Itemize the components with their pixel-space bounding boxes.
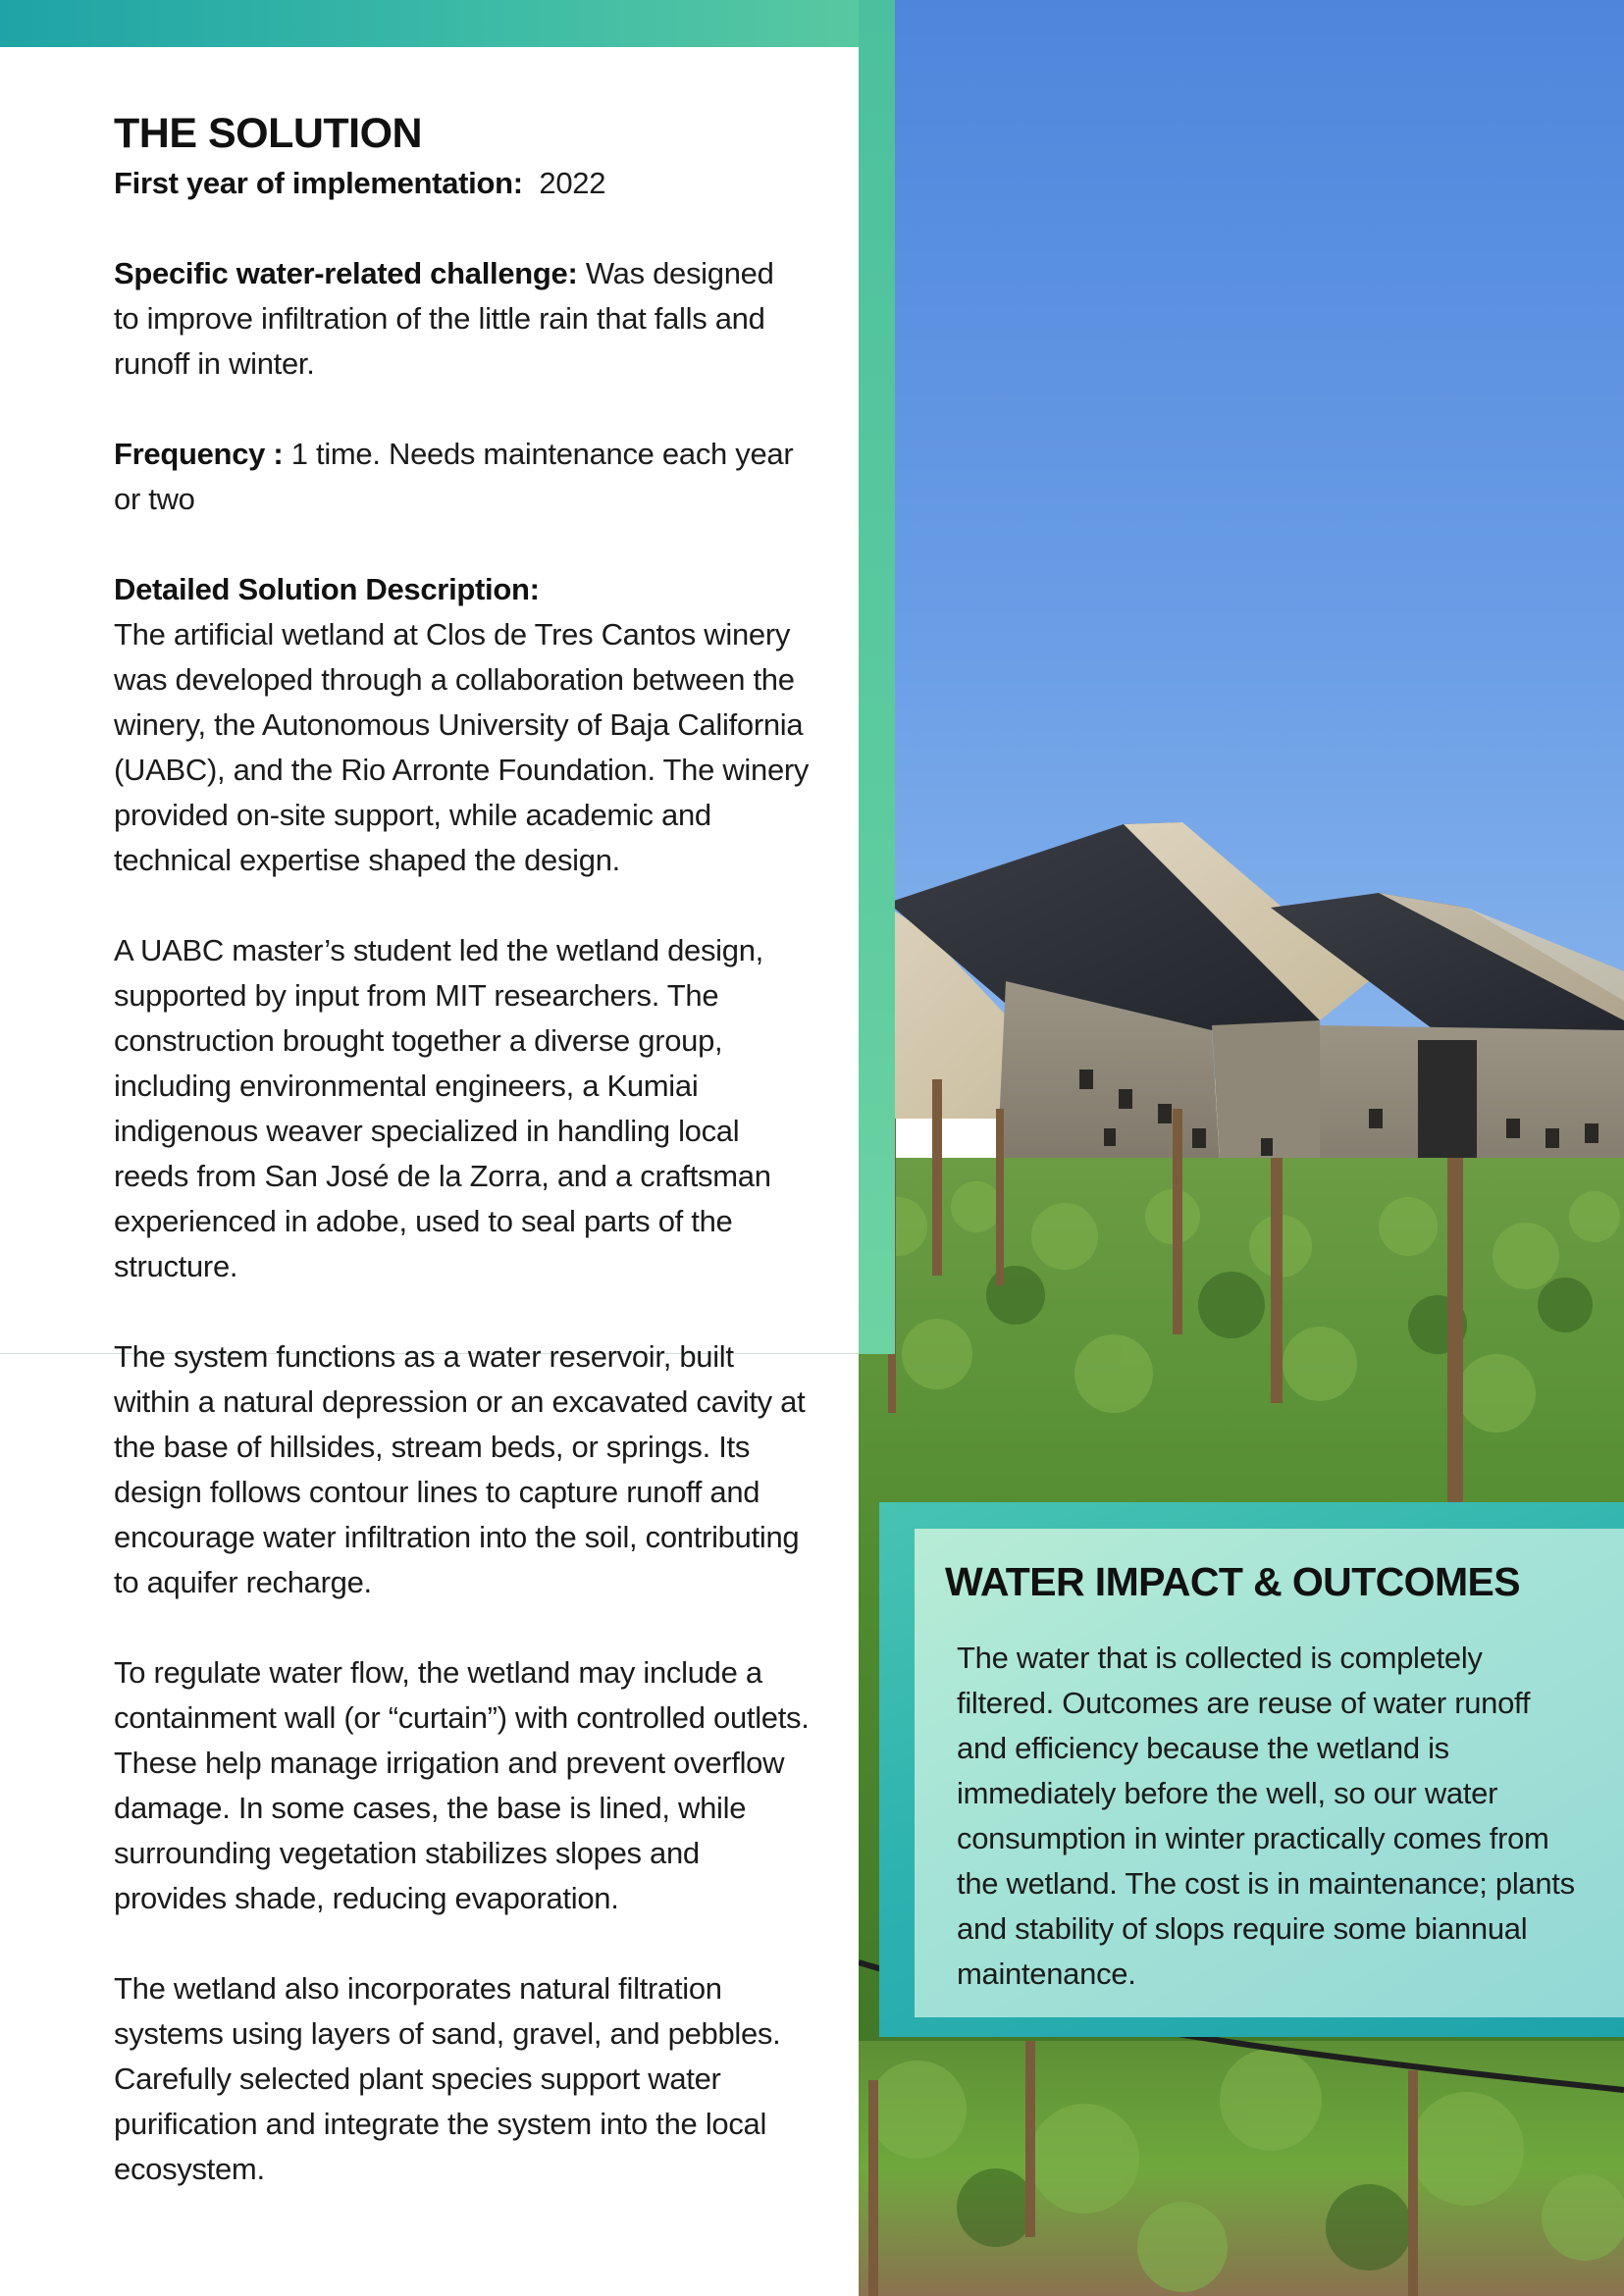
description-label: Detailed Solution Description: — [114, 572, 540, 606]
challenge-label: Specific water-related challenge: — [114, 256, 578, 290]
text-line: To regulate water flow, the wetland may include a — [114, 1655, 762, 1690]
impact-line: consumption in winter practically comes from — [957, 1821, 1549, 1855]
text-line: was developed through a collaboration between the — [114, 662, 795, 697]
first-year-value: 2022 — [539, 166, 606, 200]
impact-body — [957, 1636, 1595, 1997]
challenge-line: runoff in winter. — [114, 346, 315, 381]
impact-title: WATER IMPACT & OUTCOMES — [945, 1559, 1520, 1604]
description-paragraph-3 — [114, 1334, 820, 1605]
text-line: purification and integrate the system into the local — [114, 2107, 767, 2141]
frequency-line: 1 time. Needs maintenance each year — [290, 437, 794, 471]
text-line: within a natural depression or an excavated cavity at — [114, 1384, 806, 1419]
text-line: containment wall (or “curtain”) with controlled outlets. — [114, 1700, 810, 1735]
impact-line: and stability of slops require some biannual — [957, 1911, 1528, 1946]
first-year-label: First year of implementation: — [114, 166, 523, 200]
frequency-block — [114, 432, 820, 522]
impact-line: the wetland. The cost is in maintenance; plants — [957, 1866, 1575, 1901]
solution-title: THE SOLUTION — [114, 110, 423, 157]
green-accent-strip — [859, 0, 895, 1354]
description-paragraph-1 — [114, 612, 820, 883]
text-line: reeds from San José de la Zorra, and a craftsman — [114, 1159, 771, 1193]
text-line: construction brought together a diverse group, — [114, 1023, 723, 1058]
text-line: The system functions as a water reservoir, built — [114, 1339, 734, 1374]
text-line: The artificial wetland at Clos de Tres Cantos winery — [114, 617, 791, 652]
description-paragraph-2 — [114, 928, 820, 1289]
description-block — [114, 567, 820, 2192]
text-line: encourage water infiltration into the soil, contributing — [114, 1520, 800, 1554]
impact-line: and efficiency because the wetland is — [957, 1731, 1449, 1765]
frequency-label: Frequency : — [114, 437, 284, 471]
text-line: winery, the Autonomous University of Baja California — [114, 707, 804, 742]
challenge-block — [114, 251, 820, 387]
solution-content — [114, 106, 820, 2192]
first-year-row — [114, 161, 820, 206]
text-line: experienced in adobe, used to seal parts of the — [114, 1204, 733, 1238]
text-line: technical expertise shaped the design. — [114, 843, 620, 877]
text-line: ecosystem. — [114, 2152, 265, 2186]
text-line: The wetland also incorporates natural filtration — [114, 1971, 722, 2006]
text-line: A UABC master’s student led the wetland design, — [114, 933, 763, 967]
text-line: structure. — [114, 1249, 238, 1283]
text-line: surrounding vegetation stabilizes slopes and — [114, 1836, 700, 1870]
impact-line: The water that is collected is completely — [957, 1641, 1483, 1675]
text-line: to aquifer recharge. — [114, 1565, 372, 1599]
frequency-line: or two — [114, 482, 195, 516]
impact-line: maintenance. — [957, 1957, 1136, 1991]
description-paragraph-5 — [114, 1966, 820, 2192]
text-line: damage. In some cases, the base is lined, while — [114, 1791, 747, 1825]
description-paragraph-4 — [114, 1650, 820, 1921]
challenge-line: to improve infiltration of the little rain that falls and — [114, 301, 765, 336]
text-line: provided on-site support, while academic and — [114, 798, 711, 832]
challenge-line: Was designed — [585, 256, 774, 290]
text-line: the base of hillsides, stream beds, or springs. Its — [114, 1430, 751, 1464]
text-line: These help manage irrigation and prevent overflow — [114, 1746, 785, 1780]
text-line: Carefully selected plant species support water — [114, 2061, 721, 2096]
impact-line: filtered. Outcomes are reuse of water runoff — [957, 1686, 1531, 1720]
top-accent-band — [0, 0, 895, 47]
text-line: indigenous weaver specialized in handling local — [114, 1114, 740, 1148]
text-line: systems using layers of sand, gravel, and pebbles. — [114, 2016, 781, 2051]
text-line: design follows contour lines to capture runoff and — [114, 1475, 760, 1509]
text-line: including environmental engineers, a Kumiai — [114, 1069, 699, 1103]
text-line: (UABC), and the Rio Arronte Foundation. The winery — [114, 753, 810, 787]
text-line: provides shade, reducing evaporation. — [114, 1881, 619, 1915]
impact-line: immediately before the well, so our water — [957, 1776, 1498, 1810]
text-line: supported by input from MIT researchers. The — [114, 978, 719, 1013]
